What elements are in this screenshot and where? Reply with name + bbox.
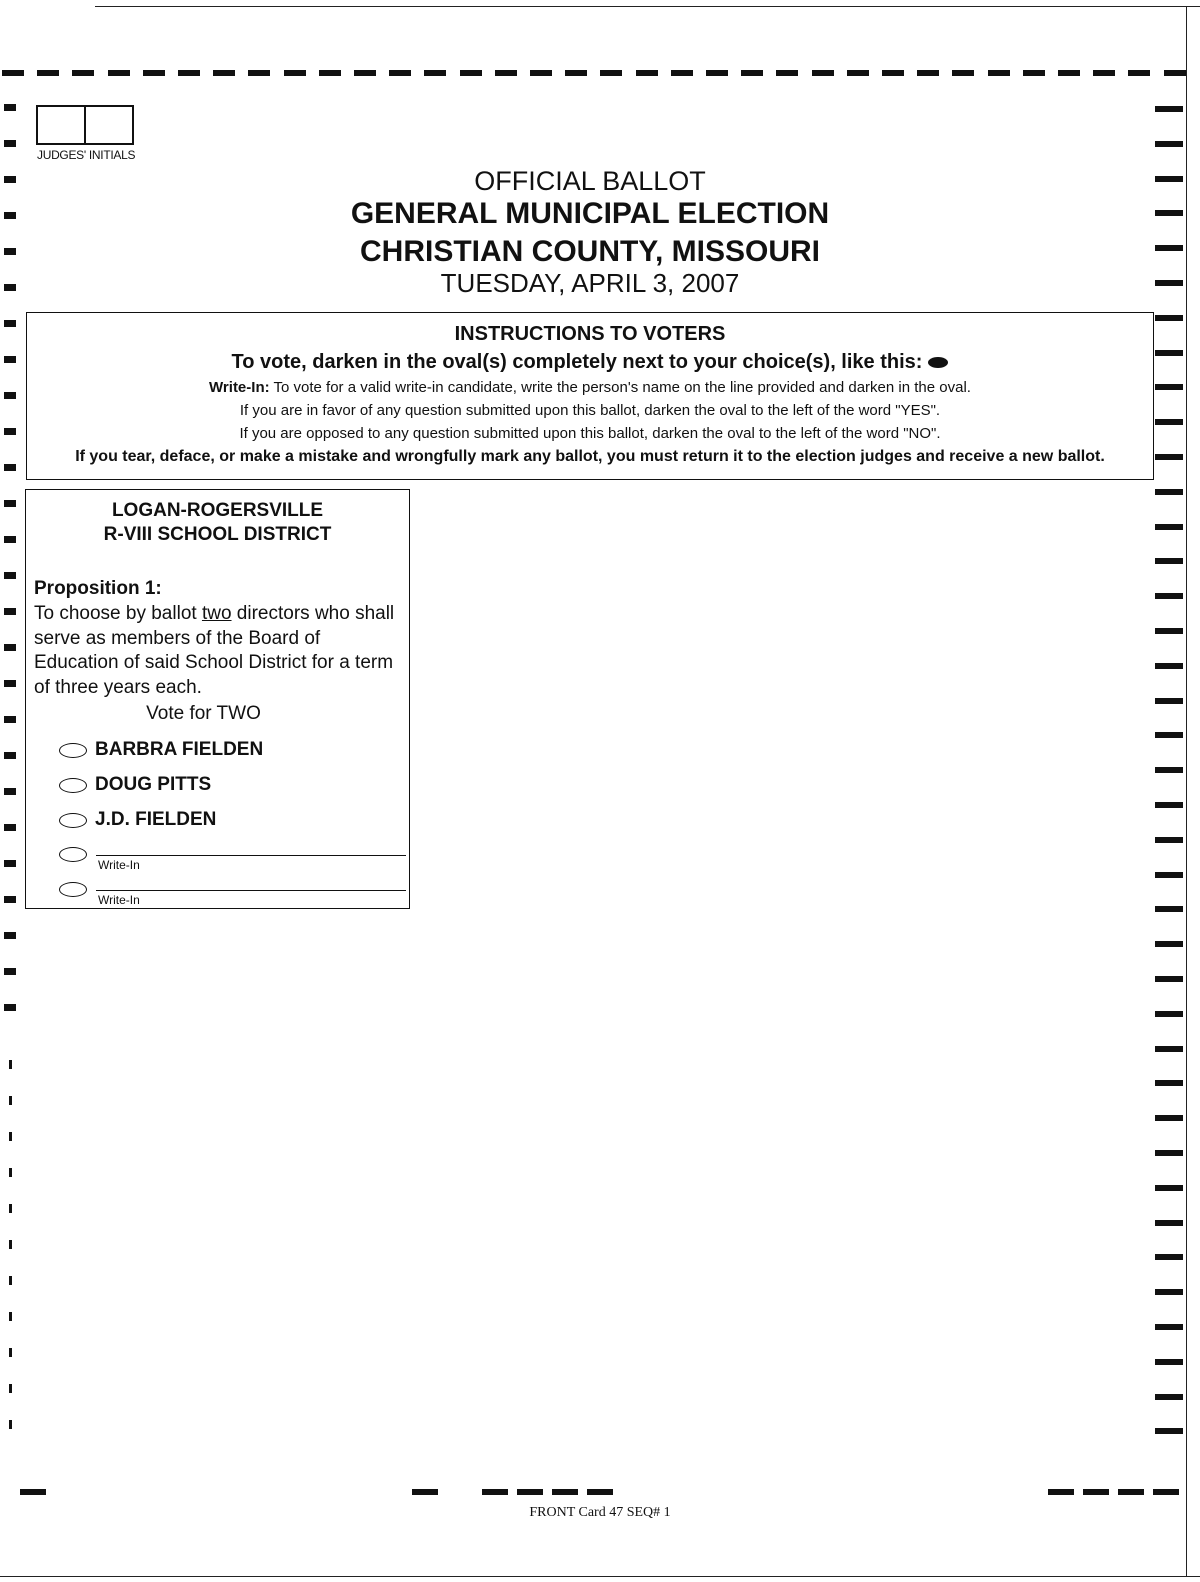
timing-mark bbox=[1155, 1011, 1183, 1017]
timing-mark bbox=[389, 70, 411, 76]
timing-mark bbox=[1155, 1046, 1183, 1052]
timing-mark bbox=[4, 932, 16, 939]
timing-mark bbox=[917, 70, 939, 76]
timing-mark bbox=[1155, 1289, 1183, 1295]
timing-mark bbox=[1155, 628, 1183, 634]
timing-mark bbox=[9, 1096, 12, 1105]
timing-mark bbox=[1155, 732, 1183, 738]
timing-mark bbox=[9, 1240, 12, 1249]
timing-mark bbox=[4, 176, 16, 183]
timing-mark bbox=[1155, 524, 1183, 530]
timing-mark bbox=[1058, 70, 1080, 76]
timing-mark bbox=[1155, 1220, 1183, 1226]
writein-line[interactable] bbox=[96, 855, 406, 856]
timing-mark bbox=[1155, 1115, 1183, 1121]
timing-mark bbox=[1023, 70, 1045, 76]
initials-cell-2[interactable] bbox=[84, 107, 132, 143]
timing-mark bbox=[9, 1132, 12, 1141]
writein-oval[interactable] bbox=[59, 847, 87, 862]
timing-mark bbox=[671, 70, 693, 76]
timing-mark bbox=[4, 356, 16, 363]
instructions-main bbox=[27, 351, 1153, 374]
timing-mark bbox=[1155, 315, 1183, 321]
timing-mark bbox=[9, 1420, 12, 1429]
timing-mark bbox=[1155, 419, 1183, 425]
timing-mark bbox=[4, 716, 16, 723]
timing-mark bbox=[1155, 1359, 1183, 1365]
instructions-main-text: To vote, darken in the oval(s) completely next to your choice(s), like this: bbox=[231, 351, 923, 373]
bottom-border-line bbox=[0, 1576, 1200, 1577]
timing-mark bbox=[1155, 245, 1183, 251]
timing-mark bbox=[108, 70, 130, 76]
timing-mark bbox=[988, 70, 1010, 76]
timing-mark bbox=[636, 70, 658, 76]
writein-choice[interactable] bbox=[59, 882, 87, 897]
instructions-tear: If you tear, deface, or make a mistake and wrongfully mark any ballot, you must return it to the election judges and receive a new ballot. bbox=[75, 448, 1105, 465]
timing-mark bbox=[1093, 70, 1115, 76]
timing-mark bbox=[1155, 1394, 1183, 1400]
timing-mark bbox=[37, 70, 59, 76]
timing-mark bbox=[600, 70, 622, 76]
candidate-choice[interactable] bbox=[59, 739, 263, 761]
timing-mark bbox=[517, 1489, 543, 1495]
timing-mark bbox=[1155, 1150, 1183, 1156]
timing-mark bbox=[1155, 176, 1183, 182]
county-title: CHRISTIAN COUNTY, MISSOURI bbox=[359, 235, 821, 268]
timing-mark bbox=[4, 536, 16, 543]
timing-mark bbox=[1155, 941, 1183, 947]
candidate-name: BARBRA FIELDEN bbox=[95, 739, 264, 760]
timing-mark bbox=[4, 1004, 16, 1011]
timing-mark bbox=[1155, 593, 1183, 599]
vote-oval[interactable] bbox=[59, 813, 87, 828]
proposition-title: Proposition 1: bbox=[34, 578, 162, 599]
timing-mark bbox=[1155, 1428, 1183, 1434]
timing-mark bbox=[1155, 141, 1183, 147]
initials-cell-1[interactable] bbox=[38, 107, 84, 143]
timing-mark bbox=[1128, 70, 1150, 76]
writein-line[interactable] bbox=[96, 890, 406, 891]
timing-mark bbox=[4, 248, 16, 255]
vote-oval[interactable] bbox=[59, 743, 87, 758]
timing-mark bbox=[4, 968, 16, 975]
timing-mark bbox=[1155, 698, 1183, 704]
timing-mark bbox=[1155, 872, 1183, 878]
timing-mark bbox=[4, 644, 16, 651]
election-title: GENERAL MUNICIPAL ELECTION bbox=[350, 197, 830, 230]
writein-label: Write-In bbox=[98, 893, 140, 907]
candidate-choice[interactable] bbox=[59, 809, 216, 831]
timing-mark bbox=[882, 70, 904, 76]
timing-mark bbox=[4, 824, 16, 831]
timing-mark bbox=[1155, 106, 1183, 112]
timing-mark bbox=[4, 392, 16, 399]
timing-mark bbox=[4, 752, 16, 759]
timing-mark bbox=[495, 70, 517, 76]
timing-mark bbox=[1155, 906, 1183, 912]
timing-mark bbox=[1155, 1185, 1183, 1191]
timing-mark bbox=[143, 70, 165, 76]
timing-mark bbox=[1155, 558, 1183, 564]
timing-mark bbox=[9, 1312, 12, 1321]
timing-mark bbox=[213, 70, 235, 76]
timing-mark bbox=[1155, 1080, 1183, 1086]
vote-for-instruction: Vote for TWO bbox=[146, 703, 261, 724]
footer-card-sequence: FRONT Card 47 SEQ# 1 bbox=[529, 1505, 671, 1520]
contest-box bbox=[25, 489, 410, 909]
instructions-box bbox=[26, 312, 1154, 480]
proposition-text bbox=[34, 602, 402, 700]
timing-mark bbox=[776, 70, 798, 76]
timing-mark bbox=[1164, 70, 1186, 76]
timing-mark bbox=[4, 320, 16, 327]
timing-mark bbox=[178, 70, 200, 76]
timing-mark bbox=[741, 70, 763, 76]
instructions-no: If you are opposed to any question submitted upon this ballot, darken the oval to the left of the word "NO". bbox=[239, 425, 941, 442]
timing-mark bbox=[9, 1276, 12, 1285]
writein-label: Write-In bbox=[98, 858, 140, 872]
timing-mark bbox=[2, 70, 24, 76]
proposition-text-before: To choose by ballot bbox=[34, 603, 202, 624]
timing-mark bbox=[319, 70, 341, 76]
filled-oval-example-icon bbox=[928, 357, 948, 368]
timing-mark bbox=[482, 1489, 508, 1495]
timing-mark bbox=[1153, 1489, 1179, 1495]
timing-mark bbox=[1155, 454, 1183, 460]
timing-mark bbox=[1155, 837, 1183, 843]
timing-mark bbox=[4, 284, 16, 291]
timing-mark bbox=[9, 1348, 12, 1357]
timing-mark bbox=[4, 860, 16, 867]
instructions-title: INSTRUCTIONS TO VOTERS bbox=[454, 323, 726, 345]
timing-mark bbox=[4, 896, 16, 903]
judges-initials-label: JUDGES' INITIALS bbox=[37, 148, 136, 162]
writein-oval[interactable] bbox=[59, 882, 87, 897]
timing-mark bbox=[9, 1060, 12, 1069]
timing-mark bbox=[4, 464, 16, 471]
right-border-line bbox=[1186, 7, 1187, 1577]
timing-mark bbox=[1155, 1254, 1183, 1260]
timing-mark bbox=[72, 70, 94, 76]
timing-mark bbox=[9, 1204, 12, 1213]
timing-mark bbox=[284, 70, 306, 76]
timing-mark bbox=[424, 70, 446, 76]
timing-mark bbox=[587, 1489, 613, 1495]
vote-oval[interactable] bbox=[59, 778, 87, 793]
candidate-name: J.D. FIELDEN bbox=[95, 809, 217, 830]
timing-mark bbox=[1155, 976, 1183, 982]
election-date: TUESDAY, APRIL 3, 2007 bbox=[440, 268, 740, 298]
timing-mark bbox=[1118, 1489, 1144, 1495]
timing-mark bbox=[1155, 384, 1183, 390]
instructions-yes: If you are in favor of any question submitted upon this ballot, darken the oval to the left of the word "YES". bbox=[239, 402, 941, 419]
district-name-line2: R-VIII SCHOOL DISTRICT bbox=[103, 524, 332, 545]
timing-mark bbox=[1155, 210, 1183, 216]
candidate-choice[interactable] bbox=[59, 774, 211, 796]
instructions-writein bbox=[27, 379, 1153, 396]
timing-mark bbox=[412, 1489, 438, 1495]
timing-mark bbox=[4, 680, 16, 687]
timing-mark bbox=[4, 104, 16, 111]
timing-mark bbox=[1083, 1489, 1109, 1495]
writein-choice[interactable] bbox=[59, 847, 87, 862]
timing-mark bbox=[20, 1489, 46, 1495]
timing-mark bbox=[4, 140, 16, 147]
proposition-text-underlined: two bbox=[201, 603, 232, 624]
timing-mark bbox=[1155, 1324, 1183, 1330]
timing-mark bbox=[1155, 802, 1183, 808]
timing-mark bbox=[1048, 1489, 1074, 1495]
timing-mark bbox=[460, 70, 482, 76]
judges-initials-box[interactable] bbox=[36, 105, 134, 145]
timing-mark bbox=[812, 70, 834, 76]
timing-mark bbox=[4, 500, 16, 507]
timing-mark bbox=[530, 70, 552, 76]
timing-mark bbox=[4, 788, 16, 795]
timing-mark bbox=[4, 608, 16, 615]
writein-text: To vote for a valid write-in candidate, write the person's name on the line provided and darken in the oval. bbox=[269, 379, 971, 396]
timing-mark bbox=[1155, 350, 1183, 356]
district-name-line1: LOGAN-ROGERSVILLE bbox=[111, 500, 324, 521]
timing-mark bbox=[1155, 663, 1183, 669]
timing-mark bbox=[1155, 489, 1183, 495]
timing-mark bbox=[1155, 280, 1183, 286]
timing-mark bbox=[706, 70, 728, 76]
top-border-line bbox=[95, 6, 1200, 7]
timing-mark bbox=[4, 428, 16, 435]
timing-mark bbox=[552, 1489, 578, 1495]
timing-mark bbox=[847, 70, 869, 76]
timing-mark bbox=[565, 70, 587, 76]
timing-mark bbox=[354, 70, 376, 76]
timing-mark bbox=[1155, 767, 1183, 773]
timing-mark bbox=[248, 70, 270, 76]
timing-mark bbox=[952, 70, 974, 76]
ballot-title: OFFICIAL BALLOT bbox=[474, 166, 706, 196]
candidate-name: DOUG PITTS bbox=[95, 774, 212, 795]
timing-mark bbox=[4, 572, 16, 579]
timing-mark bbox=[9, 1168, 12, 1177]
timing-mark bbox=[4, 212, 16, 219]
proposition-text-after: directors who shall serve as members of the Board of Education of said School District for a term of three years each. bbox=[34, 603, 395, 698]
writein-lead: Write-In: bbox=[209, 379, 270, 396]
timing-mark bbox=[9, 1384, 12, 1393]
